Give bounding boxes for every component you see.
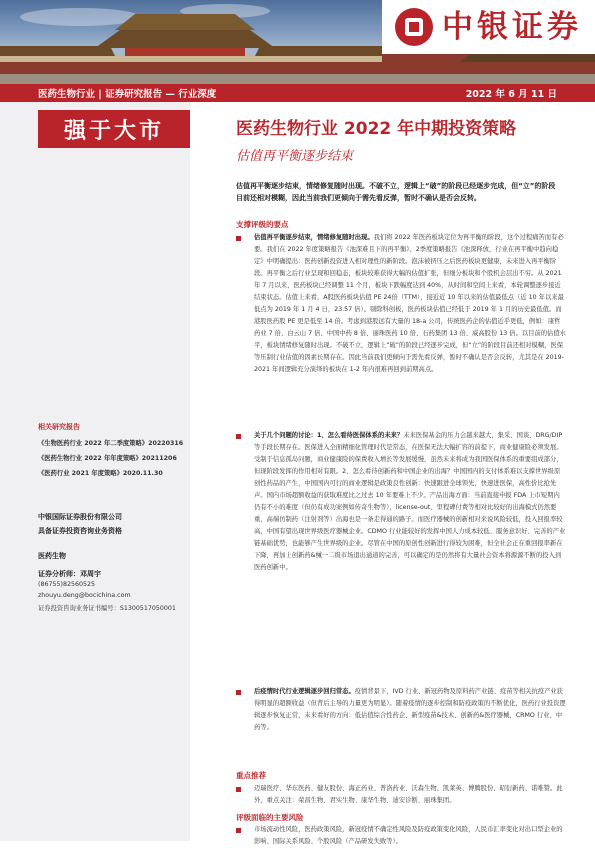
viewpoint-title: 后疫情时代行业逻辑逐步回归常态。 bbox=[254, 688, 355, 695]
recommendation-item bbox=[236, 783, 566, 809]
recommendations-heading: 重点推荐 bbox=[236, 771, 266, 780]
risk-heading: 评级面临的主要风险 bbox=[236, 813, 304, 822]
related-report[interactable]: 《生物医药行业 2022 年二季度策略》20220316 bbox=[38, 440, 184, 447]
related-research-heading: 相关研究报告 bbox=[38, 423, 80, 431]
bullet-icon bbox=[236, 236, 241, 241]
bullet-icon bbox=[236, 828, 241, 833]
report-category: 医药生物行业 | 证券研究报告 — 行业深度 bbox=[38, 89, 217, 100]
company-name: 中银国际证券股份有限公司 bbox=[38, 513, 122, 521]
viewpoint-list bbox=[236, 232, 566, 758]
viewpoint-text: 我们将 2022 年医药板块定位为再平衡的阶段，这个过程痛苦而有必要。我们在 2022 年度策略报告《池深难且下的再平衡》、2季度策略报告《池深释放，行业在再平衡中趋向稳定》中明确提出：医药创新投资进入相对理性的新阶段。泡沫被挤压之后医药板块更健康，未来进入再平衡阶段。再平衡之后行业呈现和回稳态，板块较难获得大幅的估值扩张，但细分板块和个股机会层出不穷。从 2021 年 7 月以来，医药板块已经调整 11 个月，板块下跌幅度达到 40%，从时间和空间上来看，本轮调整逐步接近结束状态。估值上来看，A股医药板块估值 PE 24倍（TTM），接近近 10 年以来的估值最低点（近 10 年以来最低点为 2019 年 1 月 4 日，23.57 倍）。剔除科创板，医药板块估值已经低于 2019 年 1 月的历史最低值。而港股医药股 PE 更是低至 14 倍。考虑到港股远有大量的 18-a 公司，传统医药企的估值近乎更低，例如：康哲药业 7 倍、白云山 7 倍、中国中药 8 倍、丽珠医药 10 倍、石药集团 13 倍、威高股份 13 倍。以目前的估值水平，板块情绪修复随时出现。不破不立，逻辑上“破”的阶段已经逐步完成，但“立”的阶段目前还相对模糊，医保等压制行业估值的因素长期存在。因此当前我们更倾向于需先看反弹，暂时不确认是否会反转，尤其是在 2019-2021 年间逻辑充分演绎的板块在 1-2 年内很难再回到前期高点。 bbox=[254, 234, 566, 373]
analyst-email[interactable]: zhouyu.deng@bocichina.com bbox=[38, 592, 131, 599]
bank-logo-icon bbox=[395, 8, 433, 46]
risk-text: 市场流动性风险，医药政策风险，新冠疫情不确定性风险及防疫政策变化风险，人民币汇率变化对出口型企业的影响、国际关系风险、个股风险（产品研发失败等）。 bbox=[254, 826, 563, 845]
viewpoint-title: 估值再平衡逐步结束，情绪修复随时出现。 bbox=[254, 234, 374, 241]
viewpoints-heading: 支撑评级的要点 bbox=[236, 220, 289, 229]
related-report[interactable]: 《医药生物行业 2022 年年度策略》20211206 bbox=[38, 455, 177, 462]
bullet-icon bbox=[236, 787, 241, 792]
page-subtitle: 估值再平衡逐步结束 bbox=[236, 149, 354, 164]
viewpoint-item bbox=[236, 686, 566, 758]
viewpoint-text: 未来医保基金的压力会越来越大，集采、国谈、DRG/DIP 等手段长期存在。医保进入全面精细化管理时代是常态，在医保无法大幅扩容的前提下，商业健康险必须发展。受制于信息孤岛问题，商业健康险的保费收入增长等发展缓慢，虽然未来将成为我国医保体系的重要组成部分，但现阶段发挥的作用相对有限。2、怎么看待创新药和中国企业的出海？中国国内的支付体系难以支撑世界级原创性药品的产生，中国国内可行的商业逻辑是政策良性创新：快速跟进全球领先，快速进医保，高性价比抢先声。国内市场超额收益的获取难度比之过去 10 年要难上不少。产品出海方面：当前直接申报 FDA 上市短期内仍有不小的难度（但仍有成功案例如传奇生物等），license-out、里程碑付费等相对比较好的出海模式仍然要重，高端仿制药（注射剂等）出海也是一条走得通的路子。而医疗器械的创新相对来说风险较低，投入回报率较高，中国有望出现世界级医疗器械企业。CDMO 行业能较好的发挥中国人力成本较低、服务意识好、完善的产业链基础优势，也能够产生世界级的企业。尽管在中国的原创性创新进行得较为困难，但全社会正在重回报率新在下降，再加上创新药&械一二级市场退出通道的完善，可以确定的是仍然将有大量社会资本将源源不断的投入到医药创新中。 bbox=[254, 432, 566, 571]
recommendation-text: 迈瑞医疗、华东医药、健友股份、海正药业、普洛药业、沃森生物、凯莱英、博腾股份、昭衍新药、诺唯赞。此外，重点关注：荣昌生物、君实生物、康华生物、迪安诊断、丽珠集团。 bbox=[254, 785, 563, 804]
viewpoint-item bbox=[236, 430, 566, 680]
related-report[interactable]: 《医药行业 2021 年度策略》2020.11.30 bbox=[38, 470, 163, 477]
viewpoint-item bbox=[236, 232, 566, 428]
brand-name: 中银证券 bbox=[442, 9, 582, 45]
rating-badge: 强于大市 bbox=[38, 110, 190, 148]
bullet-icon bbox=[236, 434, 241, 439]
viewpoint-text: 疫情背景下，IVD 行业、新冠药物及原料药产业链、疫苗等相关抗疫产业获得明显的超额收益（但背后主导的力量更为明显）。随着疫情的逐步控制和防疫政策的不断优化，医药行业投资逻辑逐步恢复正常，未来看好的方向：低估值综合性药企、新型疫苗&技术、创新药&医疗器械，CRMO 行业、中药等。 bbox=[254, 688, 566, 731]
risk-item bbox=[236, 824, 566, 845]
viewpoint-title: 关于几个问题的讨论：1、怎么看待医保体系的未来？ bbox=[254, 432, 404, 439]
analyst-name: 证券分析师：邓周宇 bbox=[38, 570, 101, 578]
page-title: 医药生物行业 2022 年中期投资策略 bbox=[236, 119, 517, 139]
summary-paragraph: 估值再平衡逐步结束，情绪修复随时出现。不破不立，逻辑上“破”的阶段已经逐步完成，但“立”的阶段目前还相对模糊，因此当前我们更倾向于需先看反弹，暂时不确认是否会反转。 bbox=[236, 182, 556, 203]
risks bbox=[236, 824, 566, 845]
recommendations bbox=[236, 783, 566, 809]
analyst-certificate: 证券投资咨询业务证书编号：S1300517050001 bbox=[38, 605, 176, 612]
sector-label: 医药生物 bbox=[38, 552, 66, 560]
analyst-phone: (86755)82560525 bbox=[38, 581, 95, 588]
bullet-icon bbox=[236, 690, 241, 695]
company-qualification: 具备证券投资咨询业务资格 bbox=[38, 527, 122, 535]
header-red-bar bbox=[0, 84, 595, 102]
report-date: 2022 年 6 月 11 日 bbox=[465, 89, 557, 100]
